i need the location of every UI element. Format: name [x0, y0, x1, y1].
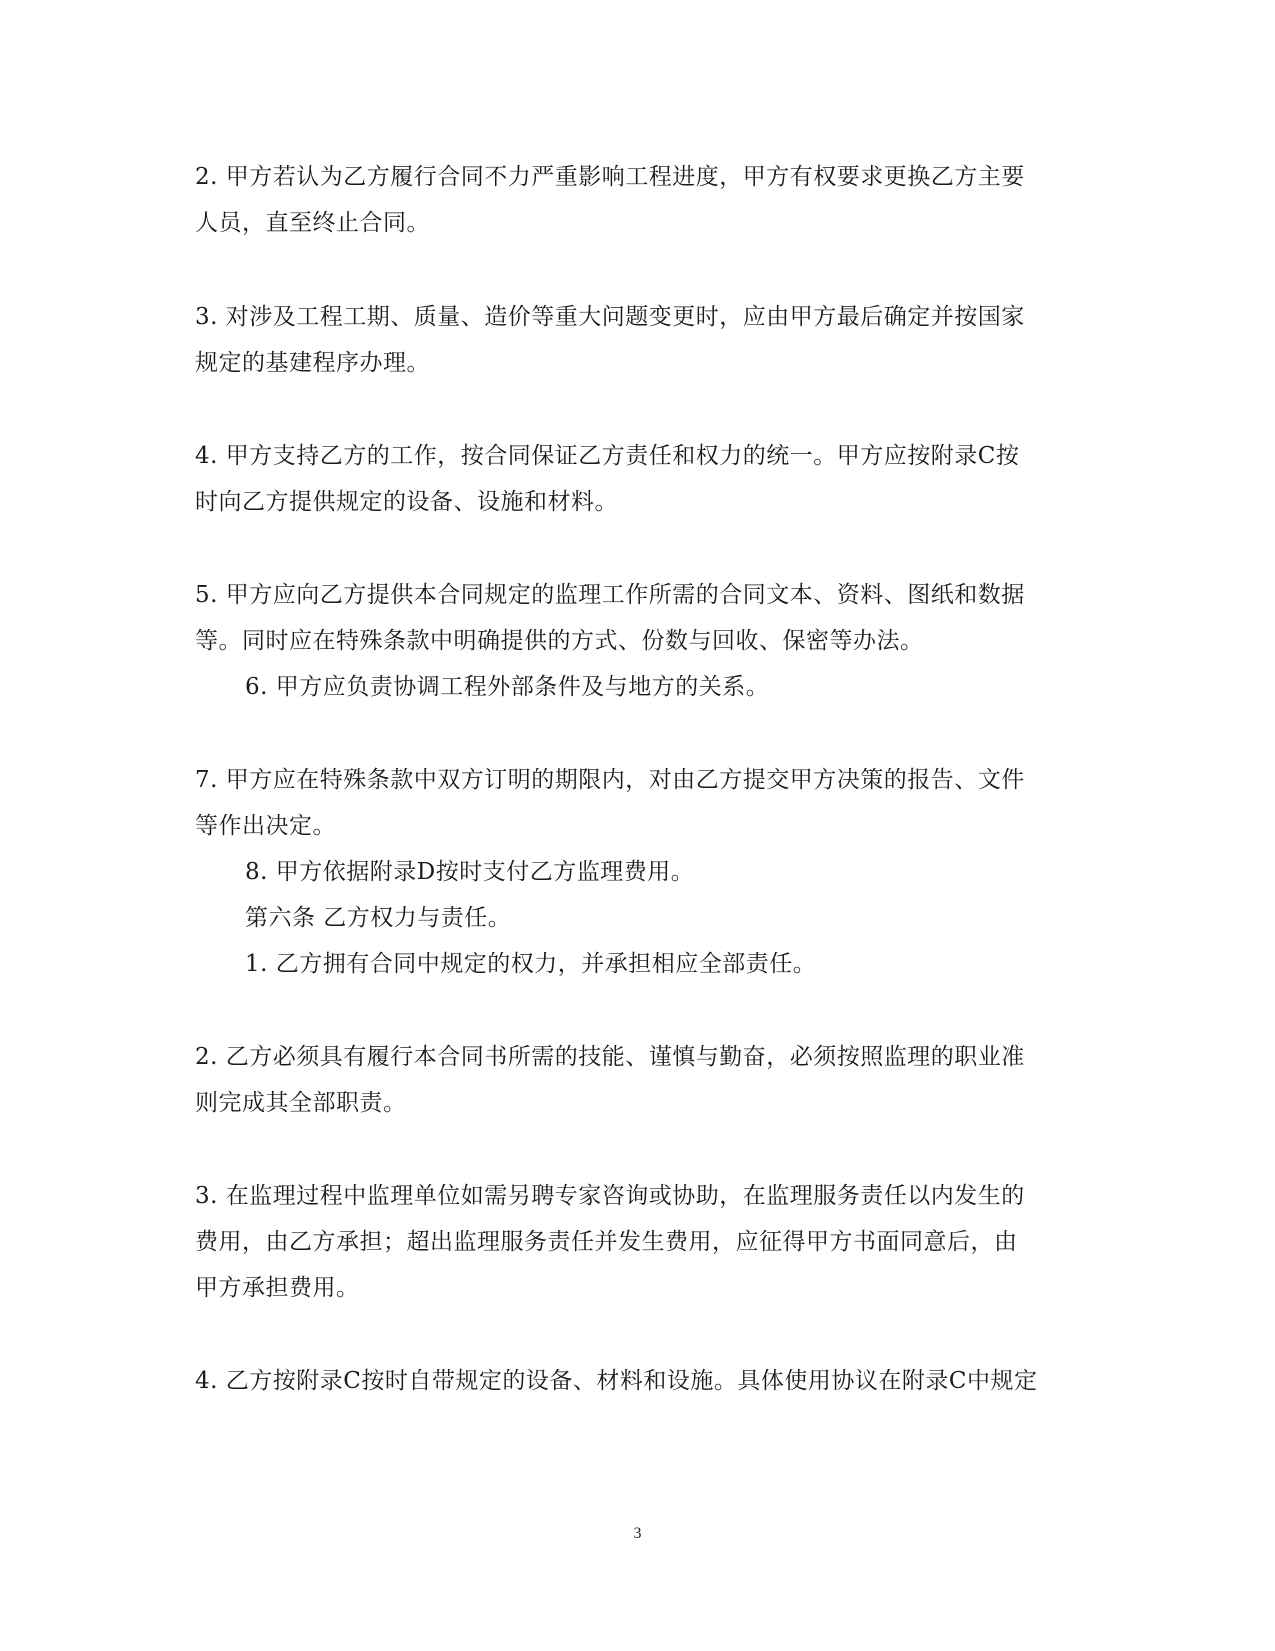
paragraph-line: 4. 甲方支持乙方的工作，按合同保证乙方责任和权力的统一。甲方应按附录C按 — [195, 443, 1020, 469]
paragraph-line: 3. 对涉及工程工期、质量、造价等重大问题变更时，应由甲方最后确定并按国家 — [195, 304, 1025, 330]
paragraph-line: 5. 甲方应向乙方提供本合同规定的监理工作所需的合同文本、资料、图纸和数据 — [195, 582, 1025, 608]
paragraph-line: 2. 乙方必须具有履行本合同书所需的技能、谨慎与勤奋，必须按照监理的职业准 — [195, 1044, 1025, 1070]
paragraph-line: 人员，直至终止合同。 — [195, 210, 430, 236]
paragraph-line: 6. 甲方应负责协调工程外部条件及与地方的关系。 — [245, 674, 770, 700]
paragraph-line: 等。同时应在特殊条款中明确提供的方式、份数与回收、保密等办法。 — [195, 628, 924, 654]
paragraph-line: 费用，由乙方承担；超出监理服务责任并发生费用，应征得甲方书面同意后，由 — [195, 1229, 1018, 1255]
paragraph-line: 2. 甲方若认为乙方履行合同不力严重影响工程进度，甲方有权要求更换乙方主要 — [195, 164, 1025, 190]
paragraph-line: 7. 甲方应在特殊条款中双方订明的期限内，对由乙方提交甲方决策的报告、文件 — [195, 767, 1025, 793]
paragraph-line: 4. 乙方按附录C按时自带规定的设备、材料和设施。具体使用协议在附录C中规定 — [195, 1368, 1038, 1394]
paragraph-line: 规定的基建程序办理。 — [195, 350, 430, 376]
paragraph-line: 3. 在监理过程中监理单位如需另聘专家咨询或协助，在监理服务责任以内发生的 — [195, 1183, 1025, 1209]
paragraph-line: 8. 甲方依据附录D按时支付乙方监理费用。 — [245, 859, 695, 885]
paragraph-line: 则完成其全部职责。 — [195, 1090, 407, 1116]
paragraph-line: 等作出决定。 — [195, 813, 336, 839]
paragraph-line: 时向乙方提供规定的设备、设施和材料。 — [195, 489, 618, 515]
page-number: 3 — [633, 1525, 642, 1542]
section-heading: 第六条 乙方权力与责任。 — [245, 905, 512, 931]
paragraph-line: 1. 乙方拥有合同中规定的权力，并承担相应全部责任。 — [245, 951, 817, 977]
paragraph-line: 甲方承担费用。 — [195, 1275, 360, 1301]
